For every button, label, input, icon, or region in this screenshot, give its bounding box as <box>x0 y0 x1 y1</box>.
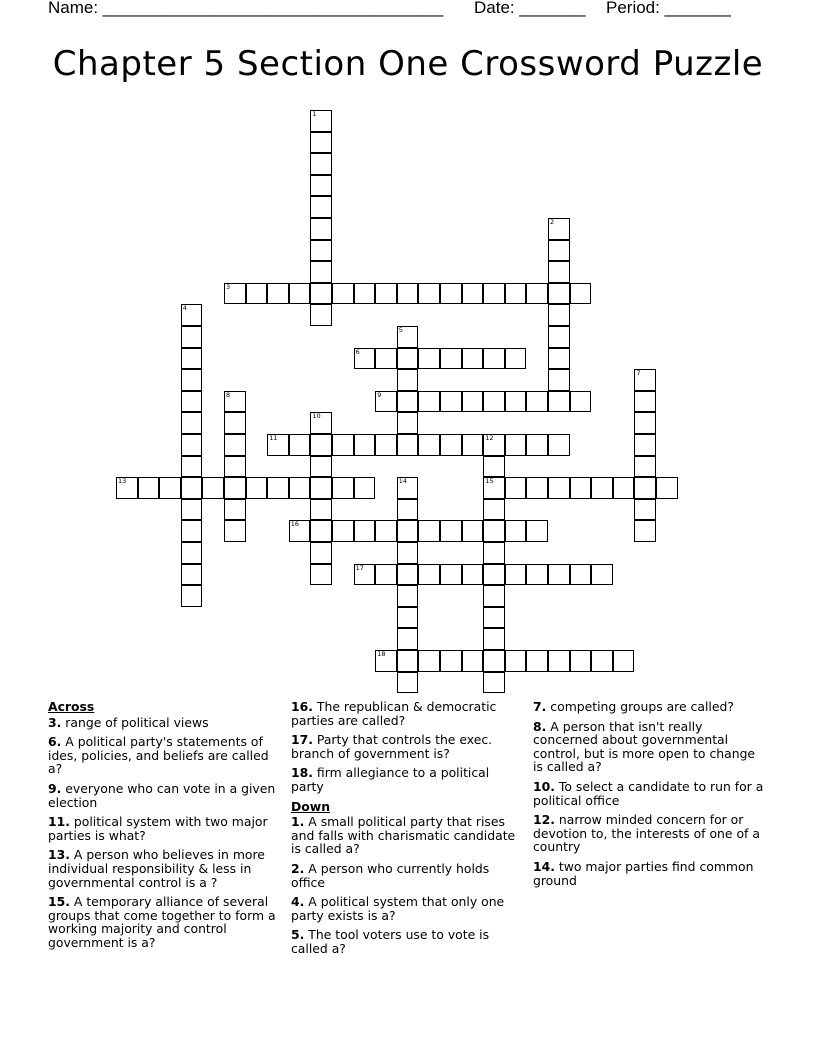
crossword-cell[interactable] <box>332 477 354 499</box>
crossword-cell[interactable] <box>310 261 332 283</box>
clues-column-1 <box>48 700 280 956</box>
crossword-cell[interactable] <box>483 628 505 650</box>
crossword-cell[interactable] <box>462 283 484 305</box>
crossword-cell[interactable] <box>526 520 548 542</box>
crossword-cell[interactable] <box>591 564 613 586</box>
crossword-cell[interactable] <box>440 564 462 586</box>
clue-text: range of political views <box>65 714 209 730</box>
crossword-cell[interactable] <box>548 391 570 413</box>
crossword-cell[interactable] <box>483 564 505 586</box>
crossword-cell[interactable] <box>375 520 397 542</box>
clue-text: everyone who can vote in a given election <box>48 780 276 810</box>
crossword-cell[interactable] <box>375 434 397 456</box>
crossword-cell[interactable] <box>310 153 332 175</box>
clue-text: The republican & democratic parties are called? <box>291 699 497 728</box>
crossword-cell[interactable] <box>354 564 376 586</box>
crossword-cell[interactable] <box>397 564 419 586</box>
crossword-cell[interactable] <box>548 477 570 499</box>
cell-number: 7 <box>636 369 641 378</box>
crossword-cell[interactable] <box>397 283 419 305</box>
crossword-cell[interactable] <box>634 456 656 478</box>
crossword-cell[interactable] <box>548 564 570 586</box>
crossword-cell[interactable] <box>634 391 656 413</box>
across-heading: Across <box>48 699 95 714</box>
clue-item <box>291 895 523 922</box>
crossword-cell[interactable] <box>462 564 484 586</box>
crossword-cell[interactable] <box>505 283 527 305</box>
crossword-cell[interactable] <box>548 304 570 326</box>
clue-item <box>48 815 280 842</box>
crossword-cell[interactable] <box>310 542 332 564</box>
crossword-cell[interactable] <box>656 477 678 499</box>
clue-item <box>533 813 765 854</box>
clue-text: competing groups are called? <box>550 699 734 714</box>
clue-text: To select a candidate to run for a political office <box>533 778 764 808</box>
crossword-cell[interactable] <box>310 520 332 542</box>
page-title: Chapter 5 Section One Crossword Puzzle <box>52 44 764 84</box>
crossword-cell[interactable] <box>505 520 527 542</box>
crossword-cell[interactable] <box>310 283 332 305</box>
crossword-cell[interactable] <box>375 391 397 413</box>
crossword-cell[interactable] <box>548 261 570 283</box>
crossword-cell[interactable] <box>397 585 419 607</box>
crossword-cell[interactable] <box>548 326 570 348</box>
crossword-cell[interactable] <box>181 412 203 434</box>
clue-number: 4. <box>291 894 305 910</box>
crossword-cell[interactable] <box>462 520 484 542</box>
crossword-cell[interactable] <box>332 520 354 542</box>
crossword-cell[interactable] <box>418 650 440 672</box>
crossword-cell[interactable] <box>375 348 397 370</box>
crossword-cell[interactable] <box>570 477 592 499</box>
crossword-cell[interactable] <box>181 564 203 586</box>
clue-number: 12. <box>533 812 555 828</box>
crossword-cell[interactable] <box>634 412 656 434</box>
cell-number: 2 <box>550 218 555 226</box>
crossword-cell[interactable] <box>634 520 656 542</box>
crossword-cell[interactable] <box>181 326 203 348</box>
down-clue-list-continued <box>533 700 765 887</box>
crossword-cell[interactable] <box>397 607 419 629</box>
clue-item <box>533 700 765 714</box>
clue-number: 11. <box>48 814 70 830</box>
crossword-cell[interactable] <box>289 434 311 456</box>
crossword-cell[interactable] <box>548 650 570 672</box>
crossword-cell[interactable] <box>354 283 376 305</box>
cell-number: 16 <box>290 520 300 529</box>
crossword-cell[interactable] <box>397 542 419 564</box>
clue-item <box>291 700 523 727</box>
crossword-cell[interactable] <box>634 499 656 521</box>
crossword-cell[interactable] <box>354 434 376 456</box>
clue-item <box>533 720 765 774</box>
clue-number: 18. <box>291 765 313 781</box>
crossword-cell[interactable] <box>375 650 397 672</box>
crossword-cell[interactable] <box>397 477 419 499</box>
crossword-cell[interactable] <box>310 132 332 154</box>
clue-text: A political system that only one party exists is a? <box>291 894 505 923</box>
crossword-cell[interactable] <box>418 520 440 542</box>
clue-number: 6. <box>48 734 62 750</box>
clue-text: The tool voters use to vote is called a? <box>291 927 490 956</box>
crossword-cell[interactable] <box>548 283 570 305</box>
crossword-cell[interactable] <box>289 283 311 305</box>
crossword-cell[interactable] <box>310 434 332 456</box>
cell-number: 5 <box>398 326 403 334</box>
crossword-cell[interactable] <box>138 477 160 499</box>
crossword-cell[interactable] <box>310 218 332 240</box>
crossword-cell[interactable] <box>483 520 505 542</box>
down-heading: Down <box>291 798 331 814</box>
crossword-cell[interactable] <box>591 650 613 672</box>
crossword-cell[interactable] <box>613 477 635 499</box>
crossword-cell[interactable] <box>483 283 505 305</box>
clue-number: 13. <box>48 847 70 863</box>
crossword-cell[interactable] <box>505 348 527 370</box>
crossword-cell[interactable] <box>397 391 419 413</box>
cell-number: 4 <box>182 304 187 313</box>
crossword-cell[interactable] <box>397 628 419 650</box>
crossword-cell[interactable] <box>462 650 484 672</box>
clue-text: firm allegiance to a political party <box>291 765 490 794</box>
crossword-cell[interactable] <box>440 520 462 542</box>
crossword-cell[interactable] <box>224 499 246 521</box>
crossword-cell[interactable] <box>548 348 570 370</box>
crossword-cell[interactable] <box>440 650 462 672</box>
crossword-cell[interactable] <box>505 650 527 672</box>
crossword-cell[interactable] <box>310 196 332 218</box>
crossword-cell[interactable] <box>526 477 548 499</box>
clue-text: A small political party that rises and falls with charismatic candidate is called a? <box>291 814 516 857</box>
crossword-cell[interactable] <box>310 110 332 132</box>
clues-column-3 <box>533 700 765 893</box>
crossword-cell[interactable] <box>397 499 419 521</box>
cell-number: 3 <box>226 282 231 291</box>
crossword-cell[interactable] <box>375 564 397 586</box>
clue-item <box>291 766 523 793</box>
crossword-cell[interactable] <box>548 434 570 456</box>
crossword-cell[interactable] <box>354 348 376 370</box>
crossword-cell[interactable] <box>483 456 505 478</box>
crossword-cell[interactable] <box>483 477 505 499</box>
crossword-cell[interactable] <box>418 283 440 305</box>
across-clue-list <box>48 716 280 950</box>
crossword-cell[interactable] <box>116 477 138 499</box>
clue-number: 1. <box>291 814 305 830</box>
name-field-label[interactable]: Name: ____________________________________ <box>48 0 444 17</box>
cell-number: 18 <box>377 650 386 658</box>
clue-item <box>48 735 280 776</box>
crossword-cell[interactable] <box>418 348 440 370</box>
crossword-cell[interactable] <box>289 477 311 499</box>
crossword-cell[interactable] <box>181 456 203 478</box>
crossword-cell[interactable] <box>526 391 548 413</box>
crossword-cell[interactable] <box>289 520 311 542</box>
clue-number: 17. <box>291 732 313 748</box>
clue-text: A person who currently holds office <box>291 860 490 890</box>
crossword-cell[interactable] <box>634 369 656 391</box>
cell-number: 9 <box>377 390 382 399</box>
clue-number: 3. <box>48 714 62 730</box>
crossword-cell[interactable] <box>462 348 484 370</box>
clue-number: 15. <box>48 894 70 910</box>
crossword-cell[interactable] <box>570 564 592 586</box>
clue-number: 2. <box>291 860 305 876</box>
crossword-cell[interactable] <box>310 412 332 434</box>
crossword-cell[interactable] <box>483 499 505 521</box>
clue-text: A person that isn't really concerned about governmental control, but is more open to change is called a? <box>533 718 756 775</box>
clue-text: Party that controls the exec. branch of government is? <box>291 732 493 761</box>
crossword-cell[interactable] <box>397 326 419 348</box>
crossword-cell[interactable] <box>224 477 246 499</box>
clue-text: A political party's statements of ides, policies, and beliefs are called a? <box>48 734 269 777</box>
crossword-cell[interactable] <box>397 520 419 542</box>
crossword-cell[interactable] <box>548 240 570 262</box>
crossword-cell[interactable] <box>483 650 505 672</box>
crossword-cell[interactable] <box>224 412 246 434</box>
period-field-label[interactable]: Period: _______ <box>606 0 731 17</box>
crossword-cell[interactable] <box>181 304 203 326</box>
crossword-cell[interactable] <box>591 477 613 499</box>
crossword-cell[interactable] <box>310 240 332 262</box>
clue-number: 10. <box>533 778 555 794</box>
crossword-cell[interactable] <box>224 283 246 305</box>
crossword-cell[interactable] <box>440 434 462 456</box>
crossword-cell[interactable] <box>159 477 181 499</box>
crossword-cell[interactable] <box>397 348 419 370</box>
clue-item <box>48 895 280 949</box>
crossword-cell[interactable] <box>224 520 246 542</box>
crossword-cell[interactable] <box>483 672 505 694</box>
crossword-cell[interactable] <box>310 175 332 197</box>
crossword-cell[interactable] <box>354 520 376 542</box>
crossword-cell[interactable] <box>440 348 462 370</box>
clue-text: political system with two major parties is what? <box>48 814 268 843</box>
crossword-cell[interactable] <box>548 369 570 391</box>
crossword-cell[interactable] <box>181 477 203 499</box>
clue-number: 9. <box>48 780 62 796</box>
clue-text: A temporary alliance of several groups that come together to form a working majority and control government is a? <box>48 894 276 950</box>
crossword-cell[interactable] <box>526 564 548 586</box>
crossword-cell[interactable] <box>462 434 484 456</box>
clue-number: 5. <box>291 927 305 943</box>
cell-number: 8 <box>226 390 231 399</box>
crossword-cell[interactable] <box>418 564 440 586</box>
crossword-cell[interactable] <box>267 283 289 305</box>
crossword-cell[interactable] <box>310 499 332 521</box>
cell-number: 12 <box>485 434 494 442</box>
crossword-cell[interactable] <box>310 564 332 586</box>
clue-item <box>291 733 523 760</box>
crossword-cell[interactable] <box>181 391 203 413</box>
crossword-cell[interactable] <box>440 283 462 305</box>
clue-number: 16. <box>291 699 313 714</box>
crossword-cell[interactable] <box>483 348 505 370</box>
crossword-cell[interactable] <box>181 585 203 607</box>
clue-item <box>48 716 280 730</box>
clue-item <box>291 928 523 955</box>
crossword-cell[interactable] <box>397 412 419 434</box>
crossword-cell[interactable] <box>613 650 635 672</box>
crossword-cell[interactable] <box>267 434 289 456</box>
cell-number: 10 <box>312 412 321 421</box>
crossword-cell[interactable] <box>354 477 376 499</box>
crossword-cell[interactable] <box>505 564 527 586</box>
down-clue-list <box>291 815 523 955</box>
crossword-cell[interactable] <box>181 348 203 370</box>
crossword-cell[interactable] <box>181 520 203 542</box>
crossword-cell[interactable] <box>548 218 570 240</box>
cell-number: 6 <box>355 347 360 356</box>
crossword-cell[interactable] <box>310 456 332 478</box>
date-field-label[interactable]: Date: _______ <box>474 0 586 17</box>
across-clue-list-continued <box>291 700 523 794</box>
crossword-cell[interactable] <box>505 434 527 456</box>
crossword-cell[interactable] <box>505 391 527 413</box>
crossword-cell[interactable] <box>570 283 592 305</box>
crossword-cell[interactable] <box>634 434 656 456</box>
crossword-cell[interactable] <box>505 477 527 499</box>
crossword-cell[interactable] <box>181 499 203 521</box>
crossword-cell[interactable] <box>483 607 505 629</box>
crossword-cell[interactable] <box>418 391 440 413</box>
cell-number: 13 <box>118 477 127 486</box>
clue-text: A person who believes in more individual responsibility & less in governmental control is a ? <box>48 847 265 890</box>
crossword-cell[interactable] <box>310 477 332 499</box>
clue-number: 8. <box>533 718 547 734</box>
crossword-cell[interactable] <box>397 434 419 456</box>
crossword-cell[interactable] <box>246 283 268 305</box>
clue-text: two major parties find common ground <box>533 858 754 888</box>
cell-number: 1 <box>312 110 317 118</box>
crossword-cell[interactable] <box>181 434 203 456</box>
crossword-cell[interactable] <box>332 434 354 456</box>
crossword-cell[interactable] <box>483 542 505 564</box>
crossword-cell[interactable] <box>483 585 505 607</box>
crossword-cell[interactable] <box>224 456 246 478</box>
crossword-cell[interactable] <box>397 650 419 672</box>
crossword-cell[interactable] <box>526 434 548 456</box>
clues-section <box>0 700 816 1000</box>
clue-item <box>533 860 765 887</box>
crossword-cell[interactable] <box>570 391 592 413</box>
clue-item <box>533 780 765 807</box>
clue-item <box>291 862 523 889</box>
crossword-cell[interactable] <box>397 672 419 694</box>
crossword-cell[interactable] <box>462 391 484 413</box>
crossword-cell[interactable] <box>375 283 397 305</box>
crossword-cell[interactable] <box>332 283 354 305</box>
crossword-cell[interactable] <box>202 477 224 499</box>
crossword-cell[interactable] <box>418 434 440 456</box>
crossword-cell[interactable] <box>310 304 332 326</box>
crossword-cell[interactable] <box>224 434 246 456</box>
crossword-cell[interactable] <box>181 369 203 391</box>
clue-number: 7. <box>533 699 547 714</box>
cell-number: 11 <box>269 434 278 442</box>
crossword-cell[interactable] <box>440 391 462 413</box>
crossword-cell[interactable] <box>246 477 268 499</box>
crossword-cell[interactable] <box>526 283 548 305</box>
clue-item <box>291 815 523 856</box>
crossword-cell[interactable] <box>483 391 505 413</box>
crossword-cell[interactable] <box>634 477 656 499</box>
clues-column-2 <box>291 700 523 962</box>
crossword-cell[interactable] <box>526 650 548 672</box>
crossword-cell[interactable] <box>181 542 203 564</box>
clue-number: 14. <box>533 858 555 874</box>
cell-number: 14 <box>398 477 408 486</box>
cell-number: 15 <box>485 477 494 486</box>
clue-text: narrow minded concern for or devotion to, the interests of one of a country <box>533 812 760 855</box>
crossword-cell[interactable] <box>397 369 419 391</box>
clue-item <box>48 848 280 889</box>
crossword-cell[interactable] <box>570 650 592 672</box>
crossword-cell[interactable] <box>267 477 289 499</box>
crossword-cell[interactable] <box>483 434 505 456</box>
cell-number: 17 <box>355 563 364 572</box>
crossword-cell[interactable] <box>224 391 246 413</box>
clue-item <box>48 782 280 809</box>
